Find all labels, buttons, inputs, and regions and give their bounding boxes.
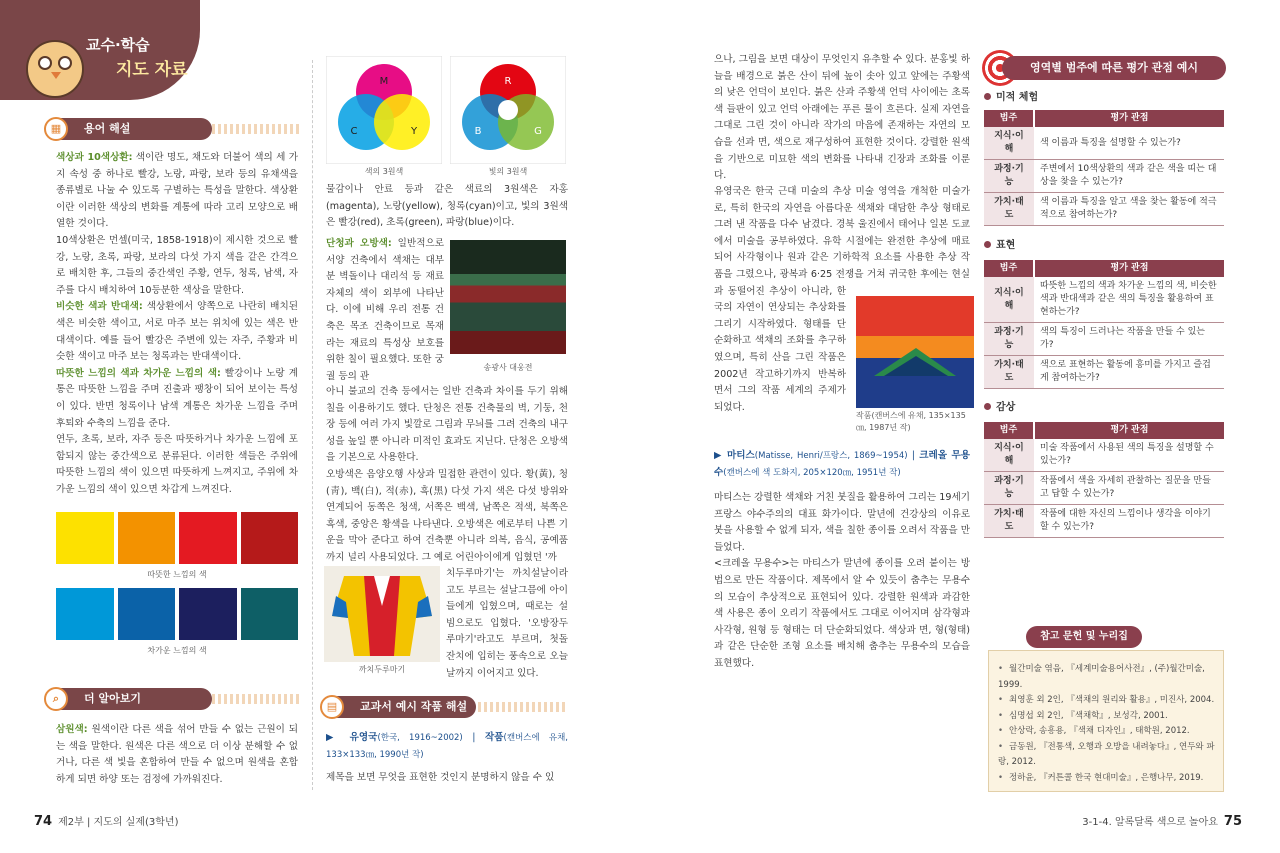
swatch: [241, 512, 299, 564]
artist1-heading: ▶ 유영국(한국, 1916~2002) | 작품(캔버스에 유채, 133×133㎝, 1990년 작): [326, 732, 568, 760]
swatch: [118, 588, 176, 640]
col3-p1: 으나, 그림을 보면 대상이 무엇인지 유추할 수 있다. 분홍빛 하늘을 배경으로 붉은 산이 뒤에 높이 솟아 있고 앞에는 주황색의 낮은 언덕이 보인다. 붉은 산과 주황색 언덕 사이에는 초록색 들판이 있고 언덕 아래에는 푸른 물이 흐른다. 실제 자연을 그대로 그린 것이 아니라 작가의 마음에 존재하는 자연의 모습을 선과 면, 색으로 재구성하여 표현한 것이다. 강렬한 원색을 기반으로 미묘한 색의 변화를 나타내 긴장과 조화를 이룬다.: [714, 54, 970, 182]
middle-p5: 치두루마기'는 까치설날이라고도 부르는 설날그믐에 아이들에게 입혔으며, 때로는 설빔으로도 입혔다. '오방장두루마기'라고도 부르며, 첫돌 잔치에 입히는 풍속으로 오늘날까지 이어지고 있다.: [446, 568, 568, 679]
swatch: [56, 512, 114, 564]
hanbok-photo: [324, 566, 440, 662]
swatch: [241, 588, 299, 640]
artist2-heading: ▶ 마티스(Matisse, Henri/프랑스, 1869~1954) | 크레올 무용수(캔버스에 색 도화지, 205×120㎝, 1951년 작): [714, 450, 970, 478]
middle-p6: 제목을 보면 무엇을 표현한 것인지 분명하지 않을 수 있: [326, 772, 555, 783]
warm-caption: 따뜻한 느낌의 색: [147, 570, 207, 579]
swatch: [179, 512, 237, 564]
section-terms-tab: 용어 해설: [52, 118, 212, 140]
eval-table-2: 범주 평가 관점 지식·이해 따뜻한 느낌의 색과 차가운 느낌의 색, 비슷한 색과 반대색과 같은 색의 특징을 활용하여 표현하는가? 과정·기능 색의 특징이 드러나는 작품을 만들 수 있는가? 가치·태도 색으로 표현하는 활동에 흥미를 가지고 즐겁게 참여하는가?: [984, 260, 1224, 389]
photo2-caption: 까치두루마기: [358, 665, 406, 674]
eval-title: 영역별 범주에 따른 평가 관점 예시: [1002, 56, 1226, 80]
middle-p3-p4: 아니 불교의 건축 등에서는 일반 건축과 차이를 두기 위해 칠을 이용하기도 했다. 단청은 전통 건축물의 벽, 기둥, 천장 등에 여러 가지 빛깔로 그림과 무늬를 그려 건축의 내구성을 높일 뿐 아니라 미적인 효과도 지닌다. 단청은 오방색을 기본으로 사용한다. 오방색은 음양오행 사상과 밀접한 관련이 있다. 황(黃), 청(靑), 백(白), 적(赤), 흑(黑) 다섯 가지 색은 다섯 방위와 연계되어 동쪽은 청색, 서쪽은 백색, 남쪽은 적색, 북쪽은 흑색, 중앙은 황색을 나타낸다. 오방색은 예로부터 나쁜 기운을 막아 준다고 하여 건축뿐 아니라 의복, 음식, 공예품까지 널리 사용되었다. 그 예로 어린아이에게 입혔던 '까: [326, 386, 568, 563]
label-b: B: [474, 126, 482, 137]
reference-item: • 심명섭 외 2인, 『색채학』, 보성각, 2001.: [998, 709, 1220, 725]
section-stripe: [212, 694, 302, 704]
label-m: M: [379, 76, 389, 87]
diagram2-caption: 빛의 3원색: [488, 167, 528, 176]
references-title: 참고 문헌 및 누리집: [1026, 626, 1142, 648]
reference-item: • 금동원, 『전통색, 오행과 오방을 내려놓다』, 연두와 파랑, 2012.: [998, 740, 1220, 771]
reference-item: • 최영훈 외 2인, 『색채의 원리와 활용』, 미진사, 2004.: [998, 693, 1220, 709]
reference-item: • 정하윤, 『커튼콜 한국 현대미술』, 은행나무, 2019.: [998, 771, 1220, 787]
label-r: R: [504, 76, 512, 87]
references-list: [998, 662, 1220, 786]
column-divider: [312, 60, 313, 790]
swatch: [118, 512, 176, 564]
section-more-tab: 더 알아보기: [52, 688, 212, 710]
header-title-line2: 지도 자료: [116, 60, 188, 80]
warm-color-swatches: [56, 512, 298, 564]
label-g: G: [534, 126, 542, 137]
section-textbook-tab: 교과서 예시 작품 해설: [328, 696, 476, 718]
section-stripe: [478, 702, 568, 712]
eval-table-1: 범주 평가 관점 지식·이해 색 이름과 특징을 설명할 수 있는가? 과정·기능 주변에서 10색상환의 색과 같은 색을 띠는 대상을 찾을 수 있는가? 가치·태도 색 이름과 특징을 알고 색을 찾는 활동에 적극적으로 참여하는가?: [984, 110, 1224, 226]
magnifier-icon: ⌕: [44, 687, 68, 711]
subtractive-color-diagram: [326, 56, 442, 164]
left-column-text: 색상과 10색상환: 색이란 명도, 채도와 더불어 색의 세 가지 속성 중 하나로 빨강, 노랑, 파랑, 보라 등의 유채색을 종류별로 나눌 수 있도록 구별하는 특성을 말한다. 색상환이란 이러한 색상의 변화를 계통에 따라 고리 모양으로 배열한 것이다. 10색상환은 먼셀(미국, 1858-1918)이 제시한 것으로 빨강, 노랑, 초록, 파랑, 보라의 다섯 가지 색을 같은 간격으로 배치한 후, 그들의 중간색인 주황, 연두, 청록, 남색, 자주를 다시 배치하여 10등분한 색상을 말한다. 비슷한 색과 반대색: 색상환에서 양쪽으로 나란히 배치된 색은 비슷한 색이고, 서로 마주 보는 위치에 있는 색은 반대색이다. 예를 들어 빨강은 주변에 있는 자주, 주황과 비슷한 색이고 마주 보는 청록과는 반대색이다. 따뜻한 느낌의 색과 차가운 느낌의 색: 빨강이나 노랑 계통은 따뜻한 느낌을 주며 진출과 팽창이 되어 보이는 특성이 있다. 반면 청록이나 남색 계통은 차가운 느낌을 주며 후퇴와 수축의 느낌을 준다. 연두, 초록, 보라, 자주 등은 따뜻하거나 차가운 느낌에 포함되지 않는 중간색으로 분류된다. 이러한 색들은 주위에 따뜻한 느낌의 색이 있으면 따뜻하게 느껴지고, 주위에 차가운 느낌의 색이 있으면 차갑게 느껴진다.: [56, 152, 298, 495]
header-title-line1: 교수·학습: [86, 36, 150, 54]
reference-item: • 월간미술 엮음, 『세계미술용어사전』, (주)월간미술, 1999.: [998, 662, 1220, 693]
yoo-youngkuk-artwork: [856, 296, 974, 408]
eval-group-title: 표현: [984, 238, 1015, 255]
more-text: 삼원색: 원색이란 다른 색을 섞어 만들 수 없는 근원이 되는 색을 말한다. 원색은 다른 색으로 더 이상 분해할 수 없거나, 다른 색 빛을 혼합하여 만들 수 없으며 원색을 혼합하게 되면 하양 또는 검정에 가까워진다.: [56, 724, 298, 785]
page-number-right: 75: [1223, 814, 1242, 829]
eval-table-3: 범주 평가 관점 지식·이해 미술 작품에서 사용된 색의 특징을 설명할 수 있는가? 과정·기능 작품에서 색을 자세히 관찰하는 질문을 만들고 답할 수 있는가? 가치·태도 작품에 대한 자신의 느낌이나 생각을 이야기할 수 있는가?: [984, 422, 1224, 538]
presentation-icon: ▦: [44, 117, 68, 141]
temple-photo: [450, 240, 566, 354]
col3-p2: 유영국은 한국 근대 미술의 추상 미술 영역을 개척한 미술가로, 특히 한국의 자연을 아름다운 색채와 대담한 추상 형태로 그려 낸 작품을 다수 남겼다. 경북 울진에서 태어나 일본 도쿄에서 미술을 공부하였다. 유학 시절에는 완전한 추상에 매료되어 사각형이나 원과 같은 기하학적 요소를 사용한 추상 작품을 그렸으나, 광복과 6·25 전쟁을 거쳐 귀국한 후에는 현실과 동떨어진 추상이 아니라, 한국의 자연이 연상되는 추상화를 그리기 시작하였다. 형태를 단순화하고 색채의 조화를 추구하였으며, 특히 산을 그린 작품은 2002년 작고하기까지 반복하면서 그의 작품 세계의 주제가 되었다.: [714, 186, 970, 413]
cool-caption: 차가운 느낌의 색: [147, 646, 207, 655]
col3-p3-p4: 마티스는 강렬한 색채와 거친 붓질을 활용하여 그리는 19세기 프랑스 야수주의의 대표 화가이다. 말년에 건강상의 이유로 붓을 사용할 수 없게 되자, 색을 칠한 종이를 오려서 작품을 만들었다. <크레올 무용수>는 마티스가 말년에 종이를 오려 붙이는 방법으로 만든 작품이다. 제목에서 알 수 있듯이 춤추는 무용수의 모습이 추상적으로 표현되어 있다. 강렬한 원색과 과감한 색 사용은 종이 오리기 작품에서도 그대로 이어지며 삼각형과 사각형, 원형 등 형태는 더 단순화되었다. 색상과 면, 형(형태)과 같은 단순한 조형 요소를 배치해 춤추는 무용수의 모습을 표현했다.: [714, 492, 970, 669]
diagram1-caption: 색의 3원색: [364, 167, 404, 176]
page-number-left: 74: [34, 814, 53, 829]
footer-left: 74 제2부 | 지도의 실제(3학년): [34, 814, 179, 829]
section-stripe: [212, 124, 302, 134]
middle-p1: 물감이나 안료 등과 같은 색료의 3원색은 자홍(magenta), 노랑(yellow), 청록(cyan)이고, 빛의 3원색은 빨강(red), 초록(green), 파랑(blue)이다.: [326, 184, 568, 229]
photo1-caption: 송광사 대웅전: [483, 363, 533, 372]
eval-group-title: 미적 체험: [984, 90, 1038, 107]
eval-group-title: 감상: [984, 400, 1015, 417]
owl-mascot-icon: [26, 40, 84, 98]
additive-color-diagram: [450, 56, 566, 164]
swatch: [56, 588, 114, 640]
art-caption: 작품(캔버스에 유채, 135×135㎝, 1987년 작): [856, 411, 966, 432]
swatch: [179, 588, 237, 640]
cool-color-swatches: [56, 588, 298, 640]
reference-item: • 안상락, 송흥용, 『색채 디자인』, 태학원, 2012.: [998, 724, 1220, 740]
middle-p2: 단청과 오방색: 일반적으로 서양 건축에서 색채는 대부분 벽돌이나 대리석 등 재료 자체의 색이 외부에 나타난다. 이에 비해 우리 전통 건축은 목조 건축이므로 목재라는 재료의 특성상 보호를 위한 칠이 필요했다. 또한 궁궐 등의 관: [326, 238, 444, 382]
label-c: C: [350, 126, 358, 137]
label-y: Y: [410, 126, 418, 137]
easel-icon: ▤: [320, 695, 344, 719]
footer-right: 3-1-4. 알록달록 색으로 놀아요 75: [1082, 814, 1242, 829]
